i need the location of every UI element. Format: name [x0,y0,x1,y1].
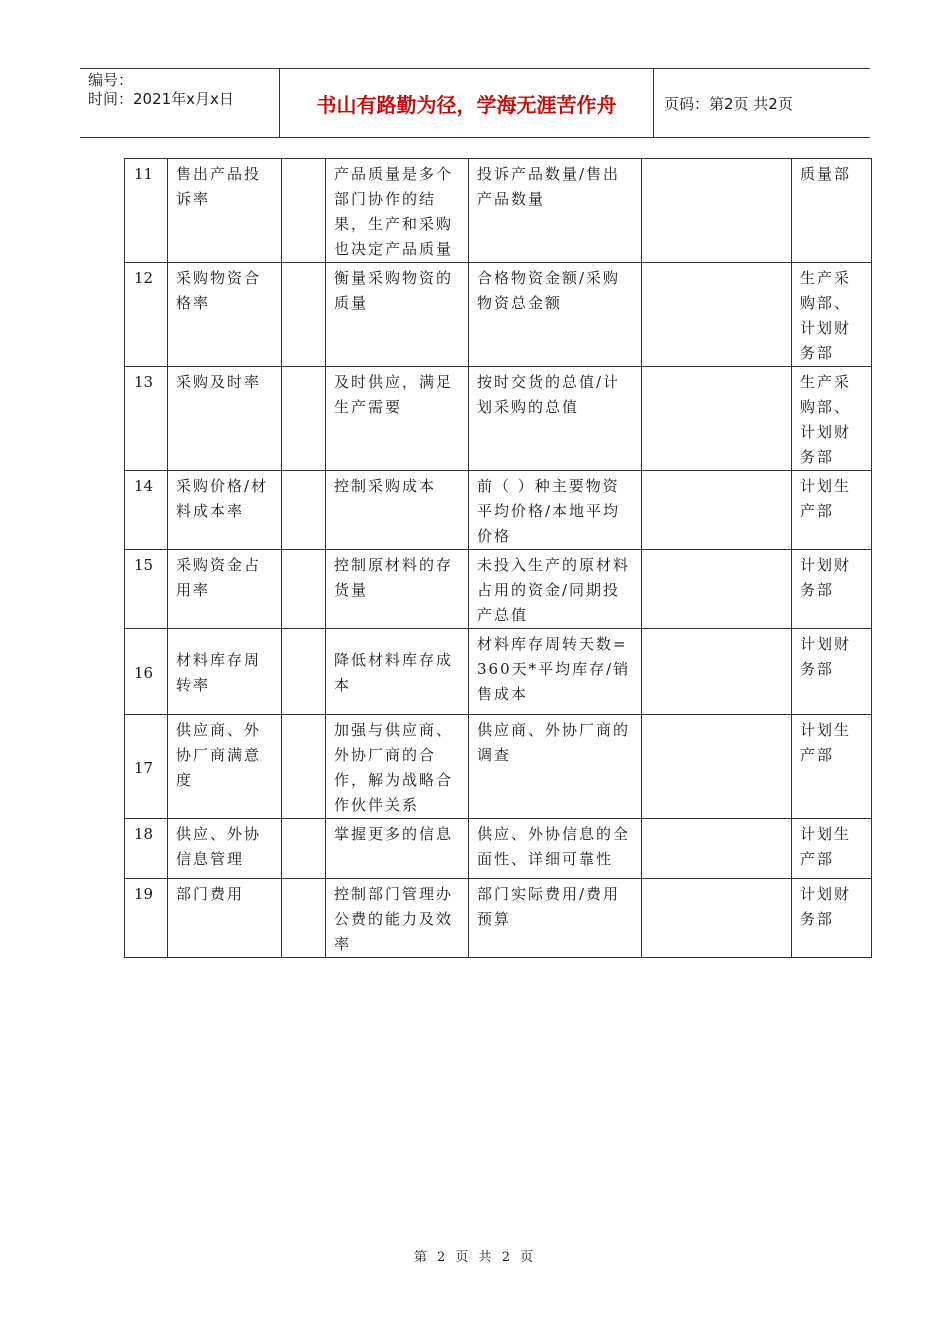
weight-cell [282,159,326,263]
responsible-dept: 生产采购部、计划财务部 [792,367,872,471]
blank-cell [642,471,792,550]
indicator-purpose: 掌握更多的信息 [326,819,469,879]
indicator-formula: 部门实际费用/费用预算 [469,879,642,958]
weight-cell [282,879,326,958]
row-number: 18 [125,819,168,879]
row-number: 13 [125,367,168,471]
page-header [80,68,870,138]
row-number: 14 [125,471,168,550]
indicator-name: 采购价格/材料成本率 [168,471,282,550]
indicator-purpose: 控制原材料的存货量 [326,550,469,629]
table-row [125,550,872,629]
indicator-formula: 供应商、外协厂商的调查 [469,715,642,819]
indicator-purpose: 降低材料库存成本 [326,629,469,715]
indicator-name: 售出产品投诉率 [168,159,282,263]
indicator-purpose: 衡量采购物资的质量 [326,263,469,367]
indicator-formula: 供应、外协信息的全面性、详细可靠性 [469,819,642,879]
blank-cell [642,879,792,958]
header-page-info: 页码：第2页 共2页 [664,94,793,113]
table-row [125,159,872,263]
table-row [125,715,872,819]
responsible-dept: 计划生产部 [792,715,872,819]
indicator-table [124,158,872,958]
indicator-name: 采购物资合格率 [168,263,282,367]
indicator-formula: 前（ ）种主要物资平均价格/本地平均价格 [469,471,642,550]
indicator-formula: 未投入生产的原材料占用的资金/同期投产总值 [469,550,642,629]
indicator-name: 采购及时率 [168,367,282,471]
row-number: 19 [125,879,168,958]
blank-cell [642,819,792,879]
weight-cell [282,629,326,715]
weight-cell [282,819,326,879]
weight-cell [282,715,326,819]
blank-cell [642,629,792,715]
blank-cell [642,263,792,367]
responsible-dept: 计划财务部 [792,550,872,629]
row-number: 17 [125,715,168,819]
indicator-name: 材料库存周转率 [168,629,282,715]
blank-cell [642,550,792,629]
header-number-label: 编号： [88,71,134,89]
table-row [125,471,872,550]
responsible-dept: 生产采购部、计划财务部 [792,263,872,367]
blank-cell [642,159,792,263]
weight-cell [282,263,326,367]
indicator-formula: 按时交货的总值/计划采购的总值 [469,367,642,471]
indicator-purpose: 控制部门管理办公费的能力及效率 [326,879,469,958]
table-row [125,879,872,958]
weight-cell [282,550,326,629]
blank-cell [642,715,792,819]
weight-cell [282,367,326,471]
table-row [125,819,872,879]
table-row [125,629,872,715]
row-number: 11 [125,159,168,263]
indicator-purpose: 加强与供应商、外协厂商的合作，解为战略合作伙伴关系 [326,715,469,819]
table-row [125,367,872,471]
responsible-dept: 计划财务部 [792,629,872,715]
indicator-name: 供应商、外协厂商满意度 [168,715,282,819]
indicator-formula: 材料库存周转天数=360天*平均库存/销售成本 [469,629,642,715]
indicator-formula: 合格物资金额/采购物资总金额 [469,263,642,367]
indicator-name: 采购资金占用率 [168,550,282,629]
weight-cell [282,471,326,550]
responsible-dept: 计划财务部 [792,879,872,958]
header-time-label: 时间：2021年x月x日 [88,90,234,108]
row-number: 16 [125,629,168,715]
header-meta [80,69,280,137]
row-number: 15 [125,550,168,629]
indicator-name: 供应、外协信息管理 [168,819,282,879]
responsible-dept: 计划生产部 [792,819,872,879]
indicator-purpose: 产品质量是多个部门协作的结果，生产和采购也决定产品质量 [326,159,469,263]
table-row [125,263,872,367]
page-footer: 第 2 页 共 2 页 [413,1250,537,1265]
responsible-dept: 计划生产部 [792,471,872,550]
indicator-purpose: 控制采购成本 [326,471,469,550]
blank-cell [642,367,792,471]
responsible-dept: 质量部 [792,159,872,263]
row-number: 12 [125,263,168,367]
indicator-formula: 投诉产品数量/售出产品数量 [469,159,642,263]
indicator-purpose: 及时供应，满足生产需要 [326,367,469,471]
indicator-name: 部门费用 [168,879,282,958]
header-motto: 书山有路勤为径，学海无涯苦作舟 [280,69,654,137]
